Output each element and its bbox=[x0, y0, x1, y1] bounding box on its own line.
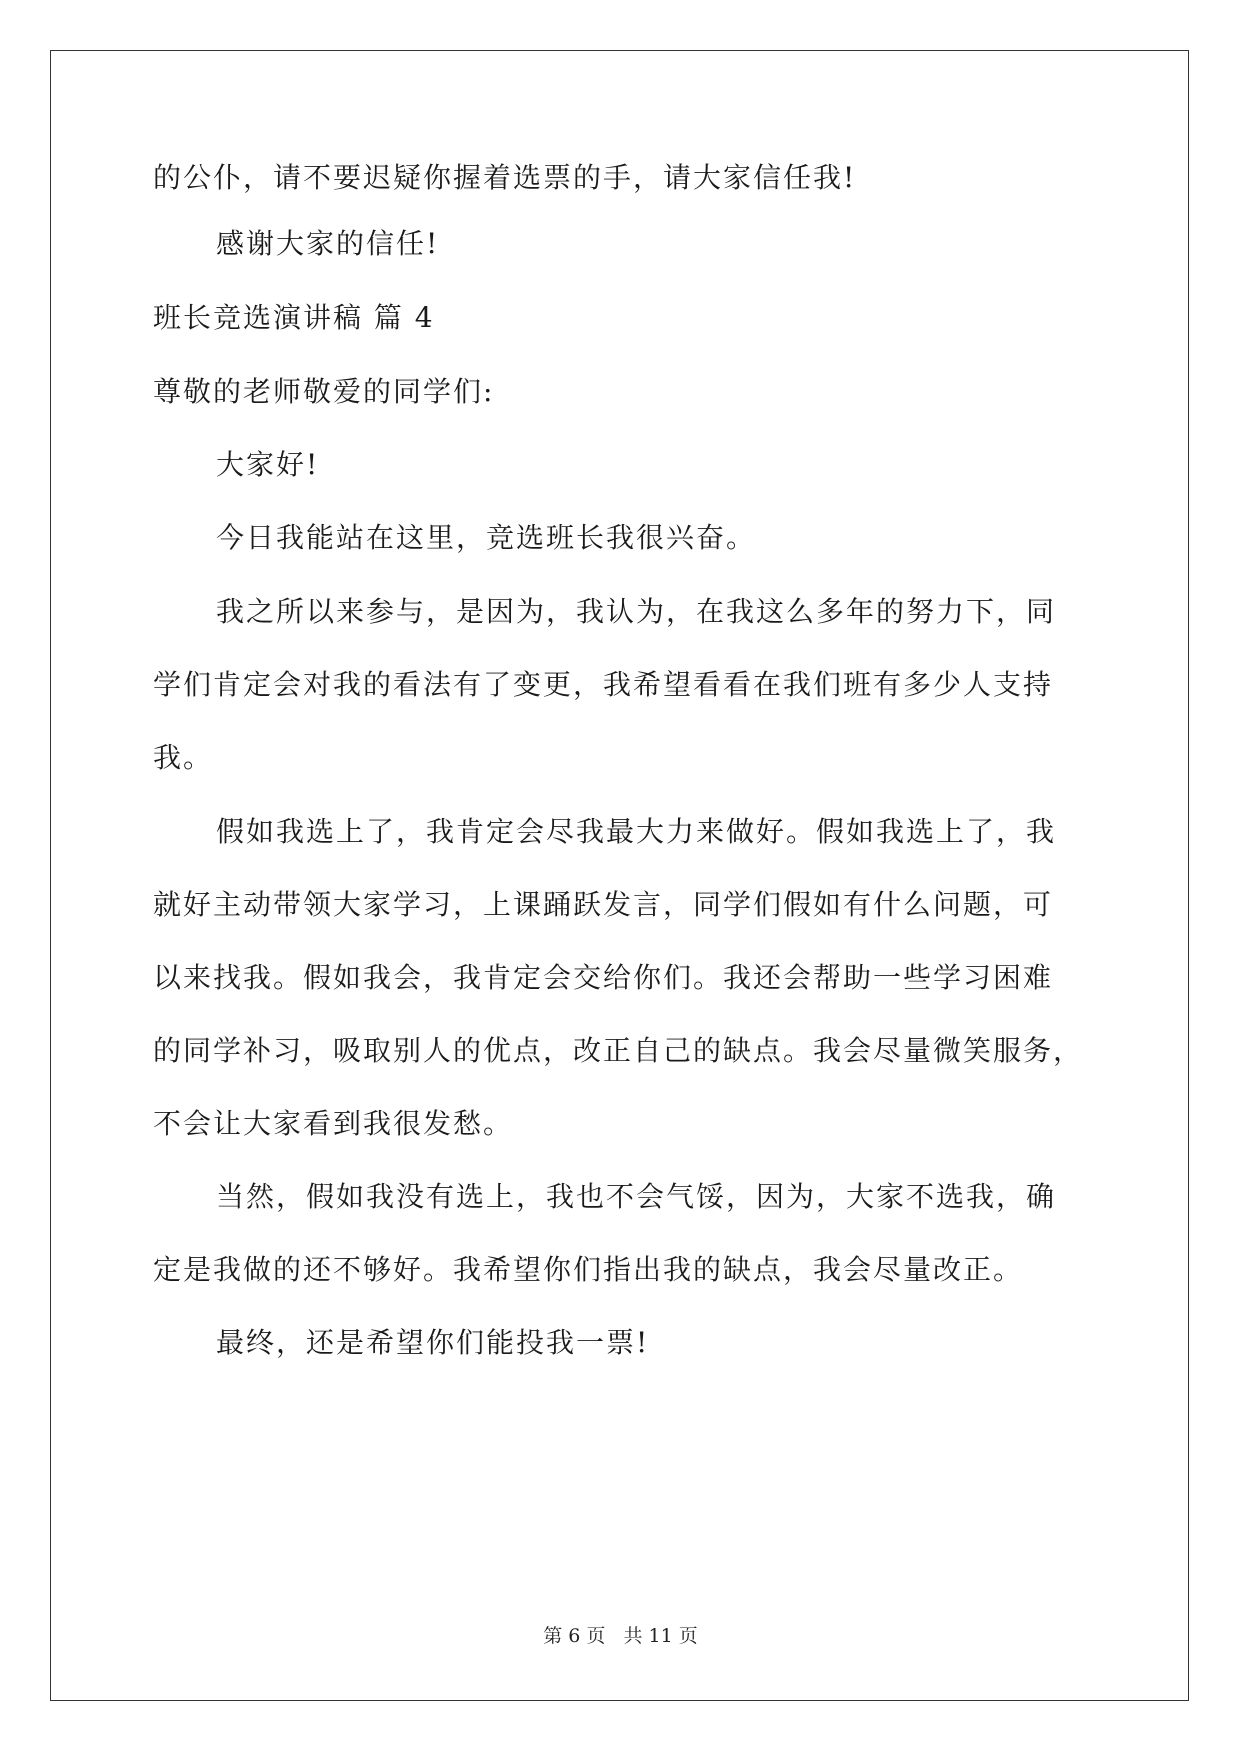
text-line-10: 假如我选上了，我肯定会尽我最大力来做好。假如我选上了，我 bbox=[216, 815, 1057, 848]
greeting: 大家好! bbox=[216, 448, 320, 481]
text-line-6: 今日我能站在这里，竞选班长我很兴奋。 bbox=[216, 521, 757, 554]
page-footer bbox=[0, 1624, 1241, 1648]
text-line-9: 我。 bbox=[153, 741, 214, 774]
text-line-8: 学们肯定会对我的看法有了变更，我希望看看在我们班有多少人支持 bbox=[153, 668, 1054, 701]
section-heading: 班长竞选演讲稿 篇 4 bbox=[153, 301, 435, 334]
text-line-16: 定是我做的还不够好。我希望你们指出我的缺点，我会尽量改正。 bbox=[153, 1253, 1024, 1286]
text-line-17: 最终，还是希望你们能投我一票! bbox=[216, 1326, 650, 1359]
page-number: 第 6 页 bbox=[543, 1625, 606, 1647]
salutation: 尊敬的老师敬爱的同学们: bbox=[153, 375, 495, 408]
text-line-7: 我之所以来参与，是因为，我认为，在我这么多年的努力下，同 bbox=[216, 595, 1057, 628]
text-line-1: 的公仆，请不要迟疑你握着选票的手，请大家信任我! bbox=[153, 161, 857, 194]
text-line-14: 不会让大家看到我很发愁。 bbox=[153, 1107, 514, 1140]
text-line-12: 以来找我。假如我会，我肯定会交给你们。我还会帮助一些学习困难 bbox=[153, 961, 1054, 994]
text-line-15: 当然，假如我没有选上，我也不会气馁，因为，大家不选我，确 bbox=[216, 1180, 1057, 1213]
text-line-13: 的同学补习，吸取别人的优点，改正自己的缺点。我会尽量微笑服务， bbox=[153, 1034, 1084, 1067]
text-line-2: 感谢大家的信任! bbox=[216, 227, 440, 260]
page-total: 共 11 页 bbox=[623, 1625, 698, 1647]
text-line-11: 就好主动带领大家学习，上课踊跃发言，同学们假如有什么问题，可 bbox=[153, 888, 1054, 921]
